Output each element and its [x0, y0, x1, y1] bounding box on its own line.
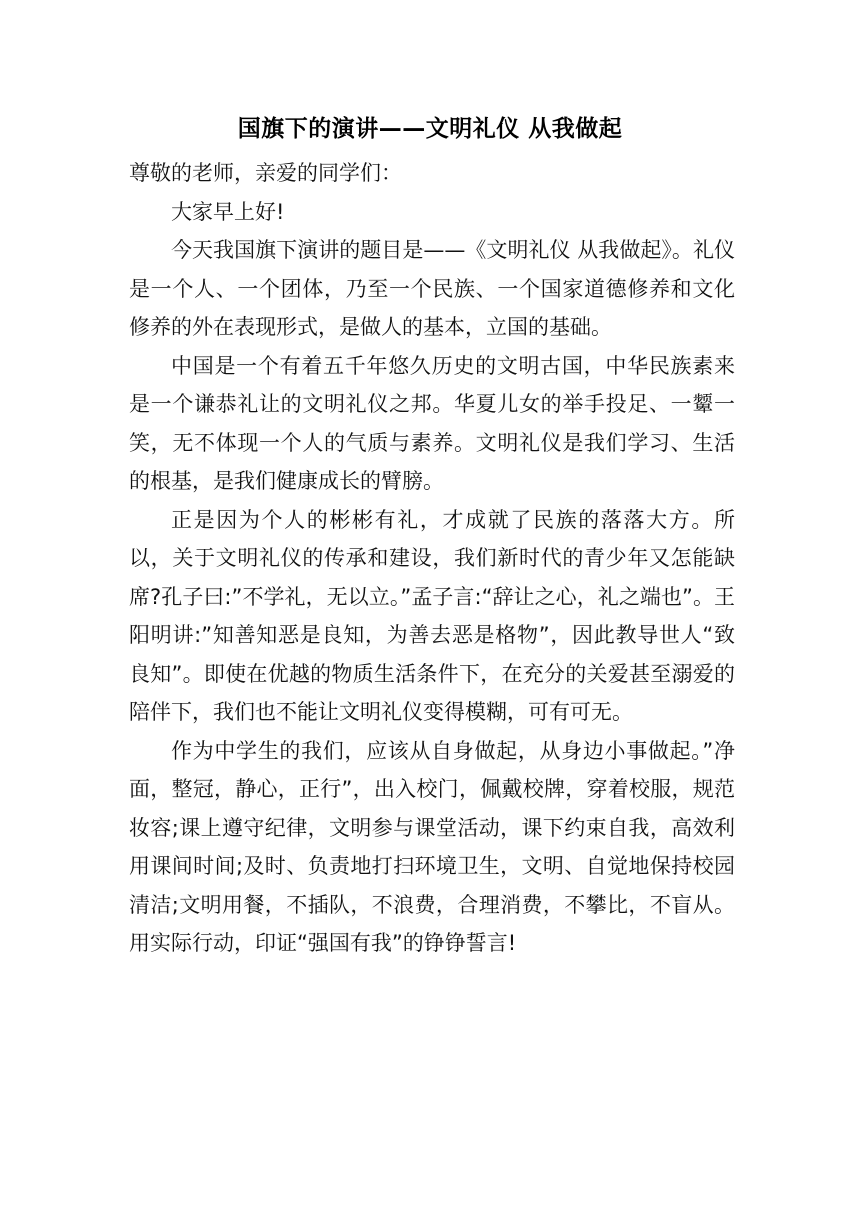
paragraph-history: 中国是一个有着五千年悠久历史的文明古国，中华民族素来是一个谦恭礼让的文明礼仪之邦。华夏儿女的举手投足、一颦一笑，无不体现一个人的气质与素养。文明礼仪是我们学习、生活的根基，是我们健康成长的臂膀。 — [129, 353, 735, 493]
paragraph-inheritance: 正是因为个人的彬彬有礼，才成就了民族的落落大方。所以，关于文明礼仪的传承和建设，我们新时代的青少年又怎能缺席?孔子曰:”不学礼，无以立。”孟子言:“辞让之心，礼之端也”。王阳明讲:”知善知恶是良知，为善去恶是格物”，因此教导世人“致良知”。即使在优越的物质生活条件下，在充分的关爱甚至溺爱的陪伴下，我们也不能让文明礼仪变得模糊，可有可无。 — [129, 507, 735, 724]
paragraph-topic: 今天我国旗下演讲的题目是——《文明礼仪 从我做起》。礼仪是一个人、一个团体，乃至一个民族、一个国家道德修养和文化修养的外在表现形式，是做人的基本，立国的基础。 — [129, 238, 735, 339]
paragraph-action: 作为中学生的我们，应该从自身做起，从身边小事做起。”净面，整冠，静心，正行”，出入校门，佩戴校牌，穿着校服，规范妆容;课上遵守纪律，文明参与课堂活动，课下约束自我，高效利用课间时间;及时、负责地打扫环境卫生，文明、自觉地保持校园清洁;文明用餐，不插队，不浪费，合理消费，不攀比，不盲从。用实际行动，印证“强国有我”的铮铮誓言! — [129, 738, 735, 955]
paragraph-greeting: 大家早上好! — [171, 199, 285, 224]
salutation: 尊敬的老师，亲爱的同学们： — [129, 161, 402, 185]
document-title: 国旗下的演讲——文明礼仪 从我做起 — [237, 116, 623, 142]
document-body — [129, 154, 735, 963]
